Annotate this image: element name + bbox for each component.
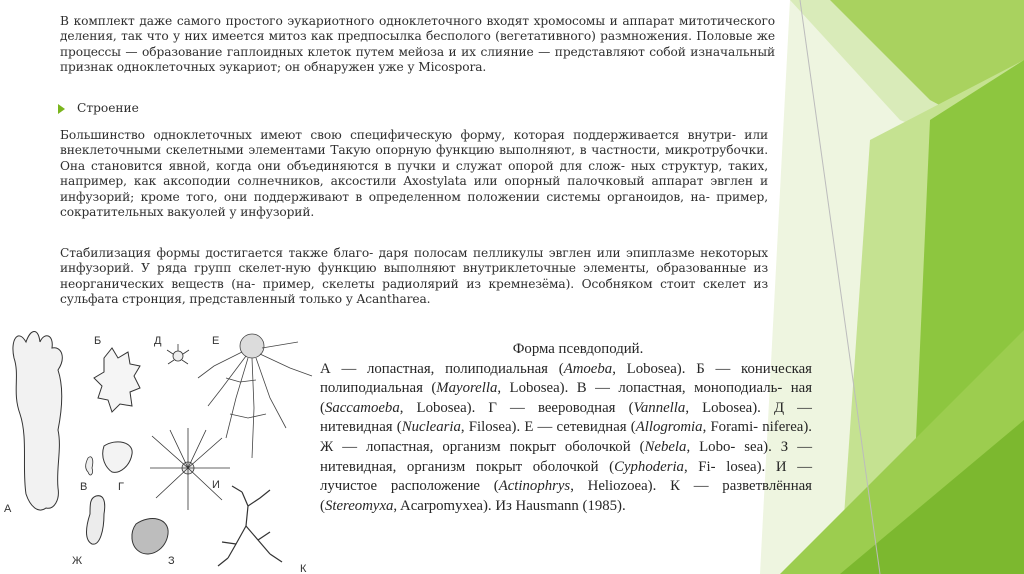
caption-genus: Amoeba: [563, 360, 613, 377]
caption-text: , Lobosea). Д — нитевидная (: [320, 399, 812, 436]
caption-title: Форма псевдоподий.: [512, 341, 644, 357]
caption-genus: Mayorella: [436, 380, 498, 397]
caption-genus: Allogromia: [635, 419, 703, 436]
caption-genus: Vannella: [633, 399, 686, 416]
caption-text: , Heliozoea). К — разветвлённая (: [320, 478, 812, 514]
caption-text: А — лопастная, полиподиальная (: [320, 360, 564, 377]
label-d: Д: [154, 335, 162, 347]
caption-text: , Fi- losea). И — лучистое расположение (: [320, 458, 812, 495]
label-b: Б: [94, 335, 102, 347]
caption-text: , Lobosea). Г — веероводная (: [399, 399, 634, 416]
label-v: В: [80, 481, 88, 493]
caption-genus: Nuclearia: [401, 419, 461, 436]
label-g: Г: [118, 481, 124, 493]
caption-genus: Actinophrys: [498, 478, 571, 495]
bullet-label: Строение: [77, 101, 139, 115]
caption-genus: Nebela: [644, 438, 687, 455]
label-k: К: [300, 563, 307, 574]
label-e: Е: [212, 335, 220, 347]
label-i: И: [212, 479, 220, 491]
caption-text: , Lobosea). В — лопастная, моноподиаль- ная (: [320, 380, 813, 416]
caption-genus: Cyphoderia: [614, 458, 684, 475]
pseudopodia-figure: [0, 318, 318, 574]
figure-caption: [320, 340, 812, 516]
paragraph-intro: В комплект даже самого простого эукариотного одноклеточного входят хромосомы и аппарат митотического деления, так что у них имеется митоз как предпосылка бесполого (вегетативного) размножения. Половые же процессы — образование гаплоидных клеток путем мейоза и их слияние — представляют собой изначальный признак одноклеточных эукариот; он обнаружен уже у Micospora.: [60, 14, 775, 75]
bullet-arrow-icon: [58, 104, 65, 114]
caption-text: , Forami- niferea). Ж — лопастная, организм покрыт оболочкой (: [320, 419, 812, 455]
label-z: З: [168, 555, 175, 567]
bullet-structure: [58, 101, 139, 115]
label-zh: Ж: [72, 555, 83, 567]
caption-body: [320, 361, 812, 514]
label-a: А: [4, 503, 12, 515]
caption-text: , Filosea). Е — сетевидная (: [460, 419, 636, 436]
caption-text: , Lobo- sea). З — нитевидная, организм покрыт оболочкой (: [320, 438, 813, 475]
caption-genus: Saccamoeba: [324, 399, 400, 416]
paragraph-stabilization: Стабилизация формы достигается также благо- даря полосам пелликулы эвглен или эпиплазме некоторых инфузорий. У ряда групп скелет-ную функцию выполняют внутриклеточные элементы, образованные из неорганических веществ (на- пример, скелеты радиолярий из кремнезёма). Особняком стоит скелет из сульфата стронция, представленный только у Acantharea.: [60, 246, 768, 307]
caption-text: , Lobosea). Б — коническая полиподиальная (: [320, 360, 812, 397]
caption-text: , Acarpomyxea). Из Hausmann (1985).: [393, 497, 626, 514]
paragraph-shape: Большинство одноклеточных имеют свою специфическую форму, которая поддерживается внутри- или внеклеточными скелетными элементами Такую опорную функцию выполняют, в частности, микротрубочки. Она становится явной, когда они объединяются в пучки и служат опорой для слож- ных структур, таких, например, как аксоподии солнечников, аксостили Axostylata или опорный палочковый аппарат эвглен и инфузорий; кроме того, они поддерживают в определенном положении системы органоидов, на- пример, сократительных вакуолей у инфузорий.: [60, 128, 768, 220]
caption-genus: Stereomyxa: [324, 497, 394, 514]
